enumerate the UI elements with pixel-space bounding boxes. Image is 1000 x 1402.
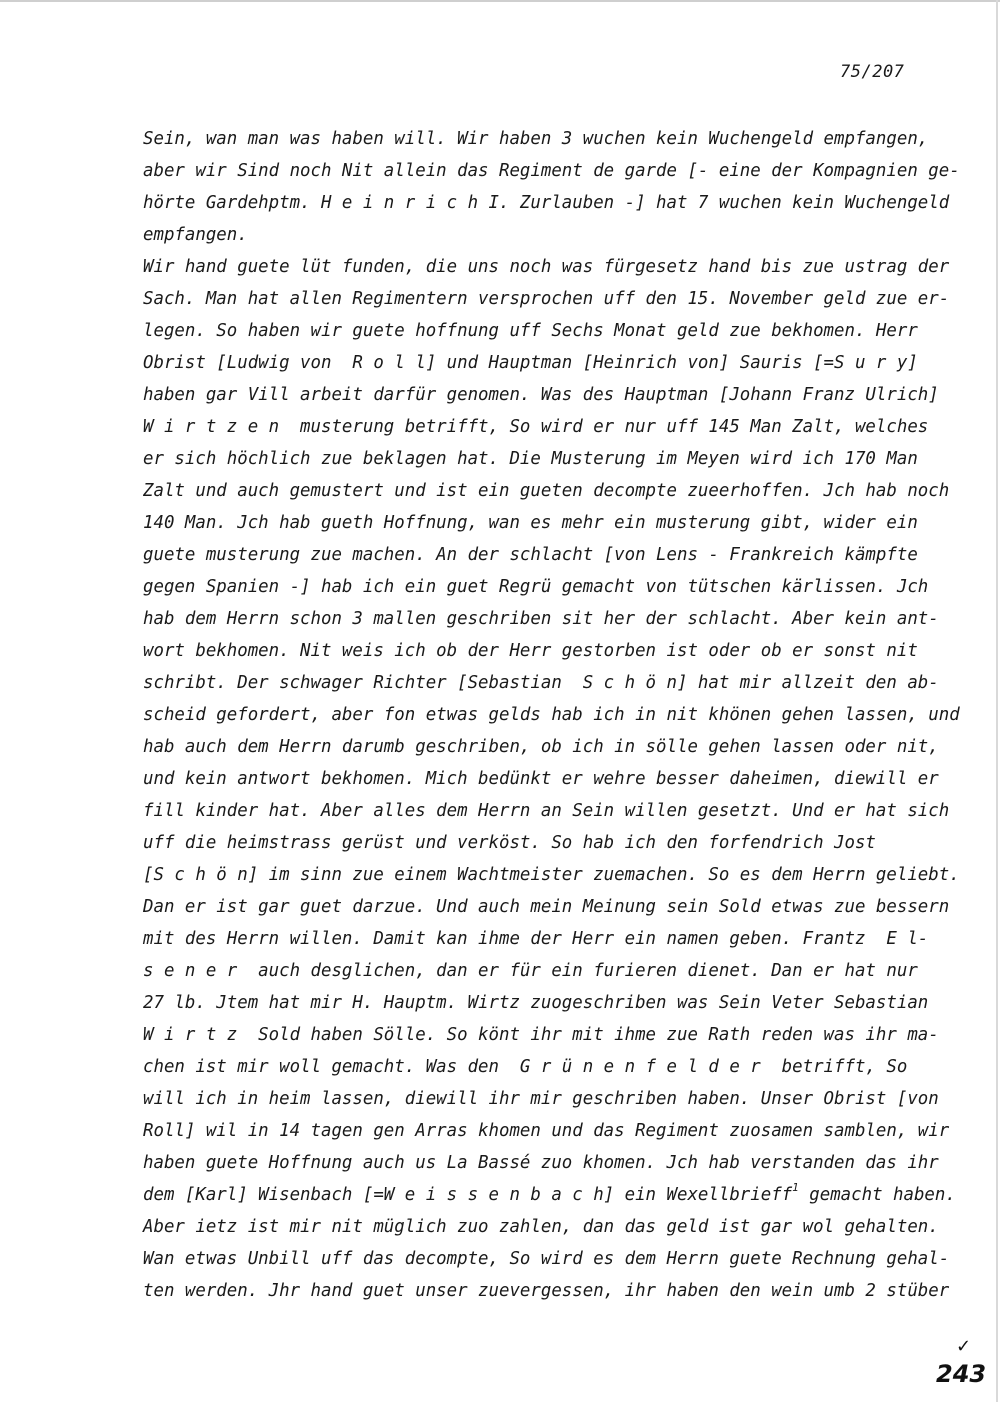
text-line: schribt. Der schwager Richter [Sebastian S c h ö n] hat mir allzeit den ab-	[143, 673, 939, 693]
transcription-body	[143, 123, 960, 1307]
check-icon: ✓	[956, 1336, 972, 1357]
text-line: s e n e r auch desglichen, dan er für ein furieren dienet. Dan er hat nur	[143, 961, 918, 981]
text-line: 27 lb. Jtem hat mir H. Hauptm. Wirtz zuogeschriben was Sein Veter Sebastian	[143, 993, 929, 1013]
text-line: will ich in heim lassen, diewill ihr mir geschriben haben. Unser Obrist [von	[143, 1089, 939, 1109]
text-line: haben gar Vill arbeit darfür genomen. Was des Hauptman [Johann Franz Ulrich]	[143, 385, 939, 405]
text-line: uff die heimstrass gerüst und verköst. So hab ich den forfendrich Jost	[143, 833, 876, 853]
text-line: Obrist [Ludwig von R o l l] und Hauptman [Heinrich von] Sauris [=S u r y]	[143, 353, 918, 373]
text-line: scheid gefordert, aber fon etwas gelds hab ich in nit khönen gehen lassen, und	[143, 705, 960, 725]
text-line: hab auch dem Herrn darumb geschriben, ob ich in sölle gehen lassen oder nit,	[143, 737, 939, 757]
text-line: W i r t z Sold haben Sölle. So könt ihr mit ihme zue Rath reden was ihr ma-	[143, 1025, 939, 1045]
scan-edge-top	[0, 0, 1000, 2]
text-line: hörte Gardehptm. H e i n r i c h I. Zurlauben -] hat 7 wuchen kein Wuchengeld	[143, 193, 950, 213]
text-line-start: dem [Karl] Wisenbach [=W e i s s e n b a c h] ein Wexellbrieff	[143, 1185, 793, 1205]
text-line: Sach. Man hat allen Regimentern versprochen uff den 15. November geld zue er-	[143, 289, 950, 309]
text-line: Wir hand guete lüt funden, die uns noch was fürgesetz hand bis zue ustrag der	[143, 257, 950, 277]
text-line: er sich höchlich zue beklagen hat. Die Musterung im Meyen wird ich 170 Man	[143, 449, 918, 469]
text-line: Wan etwas Unbill uff das decompte, So wird es dem Herrn guete Rechnung gehal-	[143, 1249, 950, 1269]
folio-number: 243	[936, 1360, 987, 1388]
text-line: wort bekhomen. Nit weis ich ob der Herr gestorben ist oder ob er sonst nit	[143, 641, 918, 661]
text-line: Zalt und auch gemustert und ist ein gueten decompte zueerhoffen. Jch hab noch	[143, 481, 950, 501]
text-line: haben guete Hoffnung auch us La Bassé zuo khomen. Jch hab verstanden das ihr	[143, 1153, 939, 1173]
text-line: mit des Herrn willen. Damit kan ihme der Herr ein namen geben. Frantz E l-	[143, 929, 929, 949]
text-line: chen ist mir woll gemacht. Was den G r ü n e n f e l d e r betrifft, So	[143, 1057, 908, 1077]
text-line: legen. So haben wir guete hoffnung uff Sechs Monat geld zue bekhomen. Herr	[143, 321, 918, 341]
text-line: guete musterung zue machen. An der schlacht [von Lens - Frankreich kämpfte	[143, 545, 918, 565]
text-line: hab dem Herrn schon 3 mallen geschriben sit her der schlacht. Aber kein ant-	[143, 609, 939, 629]
text-line: [S c h ö n] im sinn zue einem Wachtmeister zuemachen. So es dem Herrn geliebt.	[143, 865, 960, 885]
page-reference: 75/207	[840, 62, 905, 82]
text-line: aber wir Sind noch Nit allein das Regiment de garde [- eine der Kompagnien ge-	[143, 161, 960, 181]
text-line: fill kinder hat. Aber alles dem Herrn an Sein willen gesetzt. Und er hat sich	[143, 801, 950, 821]
scan-edge-right	[996, 0, 998, 1402]
text-line: Sein, wan man was haben will. Wir haben 3 wuchen kein Wuchengeld empfangen,	[143, 129, 929, 149]
text-line: Roll] wil in 14 tagen gen Arras khomen und das Regiment zuosamen samblen, wir	[143, 1121, 950, 1141]
text-line: und kein antwort bekhomen. Mich bedünkt er wehre besser daheimen, diewill er	[143, 769, 939, 789]
text-line-with-footnote	[143, 1179, 956, 1211]
footnote-marker: 1	[792, 1181, 799, 1194]
text-line: empfangen.	[143, 225, 248, 245]
text-line-end: gemacht haben.	[798, 1185, 956, 1205]
text-line: ten werden. Jhr hand guet unser zuevergessen, ihr haben den wein umb 2 stüber	[143, 1281, 950, 1301]
text-line: Dan er ist gar guet darzue. Und auch mein Meinung sein Sold etwas zue bessern	[143, 897, 950, 917]
text-line: W i r t z e n musterung betrifft, So wird er nur uff 145 Man Zalt, welches	[143, 417, 929, 437]
text-line: 140 Man. Jch hab gueth Hoffnung, wan es mehr ein musterung gibt, wider ein	[143, 513, 918, 533]
text-line: Aber ietz ist mir nit müglich zuo zahlen, dan das geld ist gar wol gehalten.	[143, 1217, 939, 1237]
text-line: gegen Spanien -] hab ich ein guet Regrü gemacht von tütschen kärlissen. Jch	[143, 577, 929, 597]
